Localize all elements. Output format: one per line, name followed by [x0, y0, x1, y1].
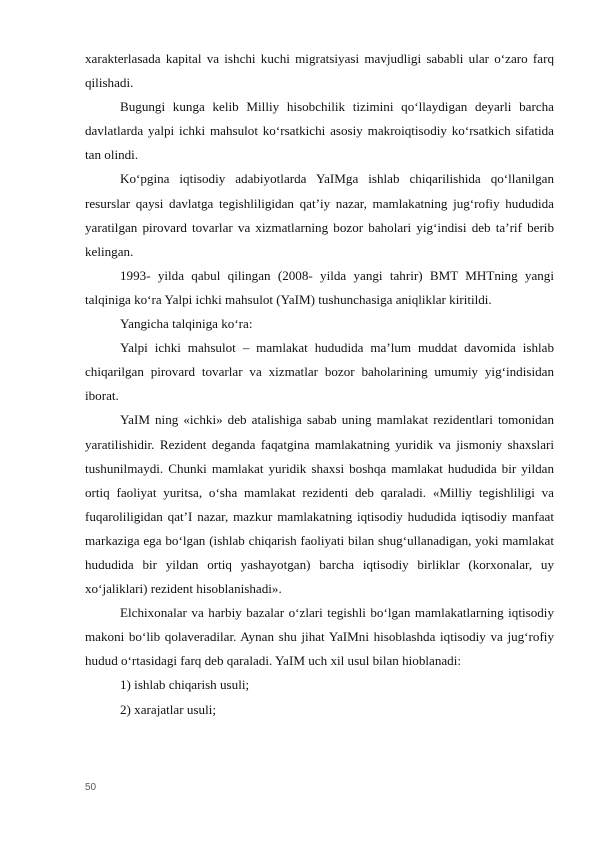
paragraph-embassies-military-bases: Elchixonalar va harbiy bazalar o‘zlari tegishli bo‘lgan mamlakatlarning iqtisodiy makoni bo‘lib qolaveradilar. Aynan shu jihat YaIMni hisoblashda iqtisodiy va jug‘rofiy hudud o‘rtasidagi farq deb qaraladi. YaIM uch xil usul bilan hioblanadi:: [85, 605, 554, 669]
paragraph-new-interpretation-intro: Yangicha talqiniga ko‘ra:: [120, 316, 253, 332]
paragraph-gdp-literature-definition: Ko‘pgina iqtisodiy adabiyotlarda YaIMga ishlab chiqarilishida qo‘llanilgan resurslar qaysi davlatga tegishliligidan qat’iy nazar, mamlakatning jug‘rofiy hududida yaratilgan pirovard tovarlar va xizmatlarning bozor baholari yig‘indisi deb ta’rif berib kelingan.: [85, 171, 554, 259]
page-number: 50: [85, 782, 97, 793]
paragraph-un-sna-revision: 1993- yilda qabul qilingan (2008- yilda yangi tahrir) BMT MHTning yangi talqiniga ko‘ra Yalpi ichki mahsulot (YaIM) tushunchasiga aniqliklar kiritildi.: [85, 267, 554, 307]
paragraph-gdp-recognition: Bugungi kunga kelib Milliy hisobchilik tizimini qo‘llaydigan deyarli barcha davlatlarda yalpi ichki mahsulot ko‘rsatkichi asosiy makroiqtisodiy ko‘rsatkich sifatida tan olindi.: [85, 99, 554, 163]
page-body: [85, 47, 554, 722]
paragraph-resident-explanation: YaIM ning «ichki» deb atalishiga sabab uning mamlakat rezidentlari tomonidan yaratilishidir. Rezident deganda faqatgina mamlakatning yuridik va jismoniy shaxslari tushunilmaydi. Chunki mamlakat yuridik shaxsi boshqa mamlakat hududida bir yildan ortiq faoliyat yuritsa, o‘sha mamlakat rezidenti deb qaraladi. «Milliy tegishliligi va fuqaroliligidan qat’I nazar, mazkur mamlakatning iqtisodiy hududida iqtisodiy manfaat markaziga ega bo‘lgan (ishlab chiqarish faoliyati bilan shug‘ullanadigan, yoki mamlakat hududida bir yildan ortiq yashayotgan) barcha iqtisodiy birliklar (korxonalar, uy xo‘jaliklari) rezident hisoblanishadi».: [85, 412, 554, 597]
paragraph-gdp-definition: Yalpi ichki mahsulot – mamlakat hududida ma’lum muddat davomida ishlab chiqarilgan pirovard tovarlar va xizmatlar bozor baholarining umumiy yig‘indisidan iborat.: [85, 340, 554, 404]
list-item-expenditure-method: 2) xarajatlar usuli;: [120, 701, 216, 717]
list-item-production-method: 1) ishlab chiqarish usuli;: [120, 677, 250, 693]
paragraph-continuation: xarakterlasada kapital va ishchi kuchi migratsiyasi mavjudligi sababli ular o‘zaro farq qilishadi.: [85, 51, 554, 91]
